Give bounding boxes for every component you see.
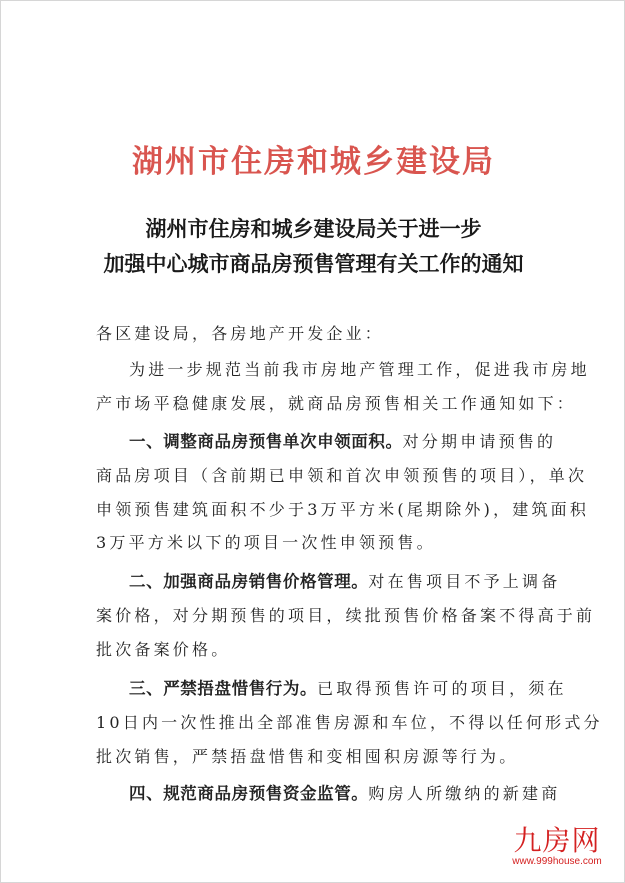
section-4-heading: 四、规范商品房预售资金监管。 [129,784,369,803]
watermark-logo: 九房网 [513,824,601,857]
section-2-first-line [129,571,560,593]
section-1-text: 对分期申请预售的 [402,432,557,451]
section-3-first-line [129,678,567,700]
section-1-line: 3万平方米以下的项目一次性申领预售。 [96,533,436,552]
intro-line-1: 为进一步规范当前我市房地产管理工作，促进我市房地 [129,360,590,379]
section-3-text: 已取得预售许可的项目，须在 [317,679,567,698]
section-3-line: 10日内一次性推出全部准售房源和车位，不得以任何形式分 [96,713,603,732]
document-title-line-2: 加强中心城市商品房预售管理有关工作的通知 [103,251,524,276]
watermark-url: www.999house.com [512,856,602,867]
watermark [502,826,612,868]
section-4-text: 购房人所缴纳的新建商 [368,784,561,803]
section-2-text: 对在售项目不予上调备 [368,572,561,591]
section-2-line: 案价格，对分期预售的项目，续批预售价格备案不得高于前 [96,606,596,625]
section-3-heading: 三、严禁捂盘惜售行为。 [129,679,318,698]
agency-header: 湖州市住房和城乡建设局 [132,144,495,180]
section-1-line: 申领预售建筑面积不少于3万平方米(尾期除外)，建筑面积 [96,500,590,519]
salutation: 各区建设局，各房地产开发企业： [96,324,385,343]
intro-line-2: 产市场平稳健康发展，就商品房预售相关工作通知如下： [96,394,577,413]
section-1-line: 商品房项目（含前期已申领和首次申领预售的项目），单次 [96,466,588,485]
section-1-first-line [129,431,556,453]
section-1-heading: 一、调整商品房预售单次申领面积。 [129,432,403,451]
section-2-line: 批次备案价格。 [96,640,231,659]
document-title-line-1: 湖州市住房和城乡建设局关于进一步 [145,216,482,241]
section-2-heading: 二、加强商品房销售价格管理。 [129,572,369,591]
section-3-line: 批次销售，严禁捂盘惜售和变相囤积房源等行为。 [96,747,519,766]
section-4-first-line [129,783,560,805]
